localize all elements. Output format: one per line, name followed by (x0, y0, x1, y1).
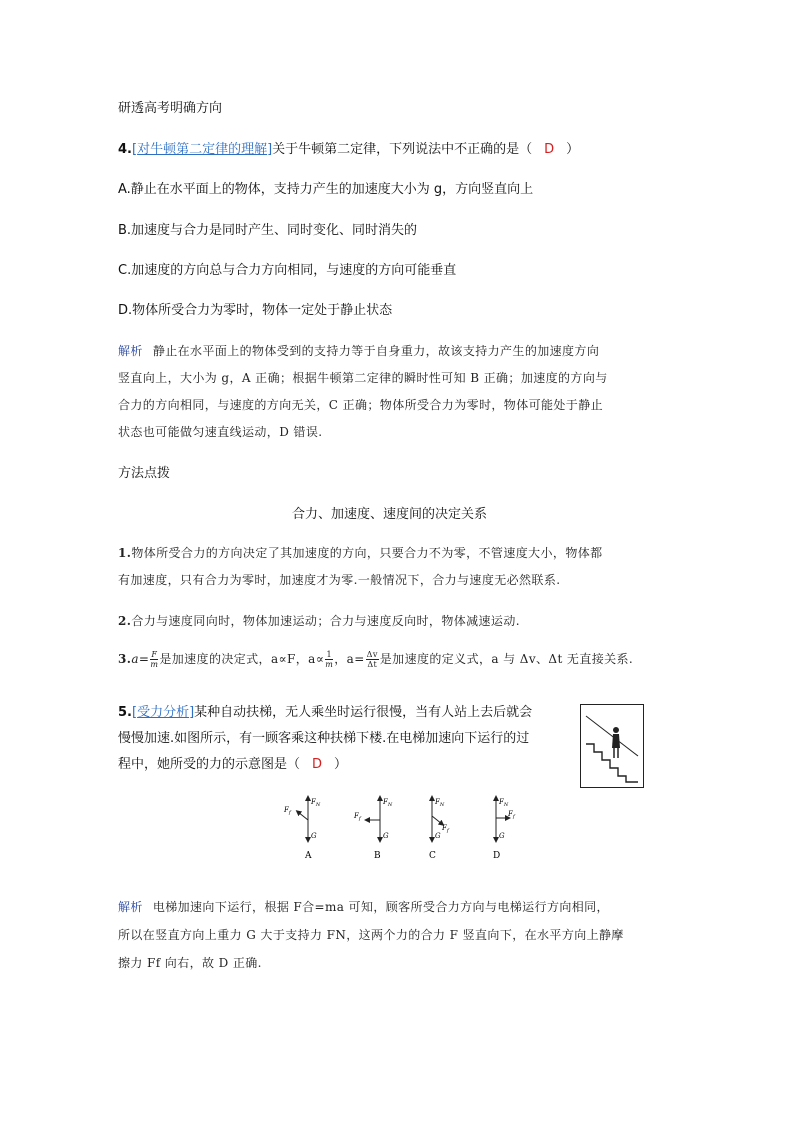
topic-tag-link[interactable]: 对牛顿第二定律的理解 (137, 142, 268, 157)
answer: D (312, 757, 323, 772)
explanation-label: 解析 (118, 900, 143, 914)
svg-text:B: B (374, 851, 381, 861)
explanation-line: 状态也可能做匀速直线运动，D 错误. (118, 425, 323, 439)
method-point-3: 3.a= $\frac{F}{m}$ 是加速度的决定式，a∝F，a∝ $\frac{1}{m}$ ，a= $\frac{\Delta v}{\Delta t}$ 是加速度的定义式，a 与 Δv、Δt 无直接关系. (118, 650, 634, 669)
svg-text:A: A (305, 851, 312, 861)
section-heading: 研透高考明确方向 (118, 101, 223, 116)
svg-text:FN: $F_N$ (383, 798, 393, 808)
option-c: C.加速度的方向总与合力方向相同，与速度的方向可能垂直 (118, 263, 457, 278)
option-b: B.加速度与合力是同时产生、同时变化、同时消失的 (118, 223, 418, 238)
method-point-2: 2.合力与速度同向时，物体加速运动；合力与速度反向时，物体减速运动. (118, 614, 520, 628)
svg-text:Ff: $F_f$ (284, 806, 291, 816)
svg-text:FN: $F_N$ (311, 798, 321, 808)
svg-text:FN: $F_N$ (499, 798, 509, 808)
question-5-line3: 程中，她所受的力的示意图是（ D ） (118, 757, 348, 772)
force-diagram-c (429, 798, 450, 861)
topic-tag-link[interactable]: 受力分析 (137, 705, 190, 720)
explanation-line: 擦力 Ff 向右，故 D 正确. (118, 956, 262, 970)
svg-text:G: G (435, 832, 441, 840)
answer: D (544, 142, 555, 157)
svg-text:C: C (429, 851, 436, 861)
fraction-dv-over-dt: $\frac{\Delta v}{\Delta t}$ (366, 650, 378, 669)
option-a: A.静止在水平面上的物体，支持力产生的加速度大小为 g，方向竖直向上 (118, 182, 534, 197)
fraction-f-over-m: $\frac{F}{m}$ (150, 650, 159, 669)
explanation-line: 解析 电梯加速向下运行，根据 F合=ma 可知，顾客所受合力方向与电梯运行方向相同， (118, 900, 609, 914)
explanation-line: 竖直向上，大小为 g，A 正确；根据牛顿第二定律的瞬时性可知 B 正确；加速度的方向与 (118, 371, 608, 385)
tag-open: [ (131, 142, 138, 157)
force-diagram-d (493, 798, 516, 861)
question-number: 4. (118, 142, 132, 157)
question-text: 关于牛顿第二定律，下列说法中不正确的是（ (272, 142, 533, 157)
explanation-line: 解析 静止在水平面上的物体受到的支持力等于自身重力，故该支持力产生的加速度方向 (118, 344, 600, 358)
fraction-1-over-m: $\frac{1}{m}$ (325, 650, 334, 669)
force-diagram-b (353, 798, 393, 861)
svg-text:Ff: $F_f$ (354, 812, 361, 822)
svg-text:G: G (499, 832, 505, 840)
method-point-1: 1.物体所受合力的方向决定了其加速度的方向，只要合力不为零，不管速度大小，物体都 (118, 546, 603, 560)
explanation-label: 解析 (118, 344, 143, 358)
tag-close: ] (267, 142, 273, 157)
question-5-line1: 5.[受力分析]某种自动扶梯，无人乘坐时运行很慢，当有人站上去后就会 (118, 705, 533, 720)
escalator-figure (580, 704, 644, 788)
question-4-stem (118, 138, 579, 157)
svg-text:FN: $F_N$ (435, 798, 445, 808)
explanation-line: 所以在竖直方向上重力 G 大于支持力 FN，这两个力的合力 F 竖直向下，在水平方向上静摩 (118, 928, 624, 942)
force-diagram-a (283, 798, 321, 861)
explanation-line: 合力的方向相同，与速度的方向无关，C 正确；物体所受合力为零时，物体可能处于静止 (118, 398, 603, 412)
svg-text:D: D (493, 851, 501, 861)
question-text-end: ） (566, 142, 580, 157)
question-number: 5. (118, 705, 132, 720)
method-heading: 方法点拨 (118, 466, 171, 481)
svg-text:G: G (311, 832, 317, 840)
svg-text:G: G (383, 832, 389, 840)
option-d: D.物体所受合力为零时，物体一定处于静止状态 (118, 303, 393, 318)
method-point-1-cont: 有加速度，只有合力为零时，加速度才为零.一般情况下，合力与速度无必然联系. (118, 573, 561, 587)
question-5-line2: 慢慢加速.如图所示，有一顾客乘这种扶梯下楼.在电梯加速向下运行的过 (118, 731, 530, 746)
svg-text:Ff: $F_f$ (508, 810, 515, 820)
svg-text:Ff: $F_f$ (442, 824, 449, 834)
method-title: 合力、加速度、速度间的决定关系 (292, 507, 488, 522)
force-diagrams (272, 792, 532, 864)
